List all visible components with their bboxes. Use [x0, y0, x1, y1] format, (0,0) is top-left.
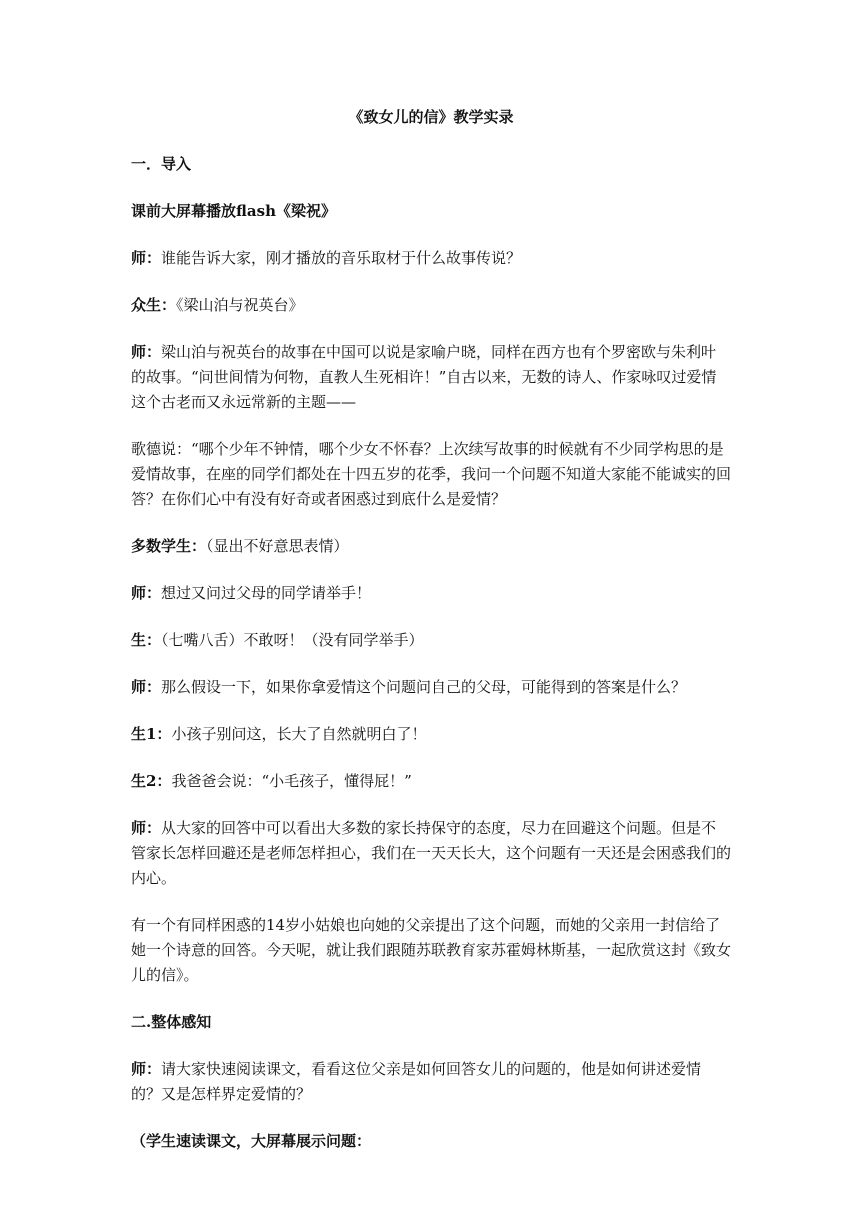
dialogue-paragraph — [131, 816, 731, 891]
speaker-label: 师： — [131, 678, 162, 696]
dialogue-text: （七嘴八舌）不敢呀！（没有同学举手） — [161, 631, 424, 649]
document-page — [131, 105, 731, 1176]
speaker-label: 师： — [131, 249, 162, 267]
dialogue-paragraph — [131, 769, 731, 794]
dialogue-text: 请大家快速阅读课文，看看这位父亲是如何回答女儿的问题的，他是如何讲述爱情的？又是怎样界定爱情的？ — [131, 1060, 702, 1103]
stage-direction: （学生速读课文，大屏幕展示问题： — [131, 1132, 372, 1150]
dialogue-paragraph — [131, 246, 731, 271]
dialogue-text: 那么假设一下，如果你拿爱情这个问题问自己的父母，可能得到的答案是什么？ — [161, 678, 687, 696]
document-title: 《致女儿的信》教学实录 — [348, 108, 514, 126]
section-heading-intro: 一．导入 — [131, 155, 192, 173]
body-paragraph: 歌德说：“哪个少年不钟情，哪个少女不怀春？上次续写故事的时候就有不少同学构思的是爱情故事，在座的同学们都处在十四五岁的花季，我问一个问题不知道大家能不能诚实的回答？在你们心中有没有好奇或者困惑过到底什么是爱情？ — [131, 440, 732, 508]
dialogue-paragraph — [131, 581, 731, 606]
speaker-label: 生： — [131, 631, 162, 649]
dialogue-text: 梁山泊与祝英台的故事在中国可以说是家喻户晓，同样在西方也有个罗密欧与朱利叶的故事。“问世间情为何物，直教人生死相许！”自古以来，无数的诗人、作家咏叹过爱情这个古老而又永远常新的主题—— — [131, 343, 717, 411]
dialogue-paragraph — [131, 1057, 731, 1107]
speaker-label: 师： — [131, 343, 162, 361]
dialogue-paragraph — [131, 534, 731, 559]
dialogue-text: （显出不好意思表情） — [206, 537, 349, 555]
speaker-label: 师： — [131, 819, 162, 837]
speaker-label: 生1： — [131, 725, 172, 743]
dialogue-paragraph — [131, 293, 731, 318]
dialogue-paragraph — [131, 340, 731, 415]
dialogue-text: 想过又问过父母的同学请举手！ — [161, 584, 372, 602]
dialogue-text: 《梁山泊与祝英台》 — [176, 296, 304, 314]
speaker-label: 师： — [131, 584, 162, 602]
dialogue-text: 小孩子别问这，长大了自然就明白了！ — [171, 725, 427, 743]
dialogue-paragraph — [131, 722, 731, 747]
speaker-label: 生2： — [131, 772, 172, 790]
dialogue-text: 从大家的回答中可以看出大多数的家长持保守的态度，尽力在回避这个问题。但是不管家长怎样回避还是老师怎样担心，我们在一天天长大，这个问题有一天还是会困惑我们的内心。 — [131, 819, 732, 887]
dialogue-text: 谁能告诉大家，刚才播放的音乐取材于什么故事传说？ — [161, 249, 522, 267]
speaker-label: 众生： — [131, 296, 177, 314]
body-paragraph: 有一个有同样困惑的14岁小姑娘也向她的父亲提出了这个问题，而她的父亲用一封信给了她一个诗意的回答。今天呢，就让我们跟随苏联教育家苏霍姆林斯基，一起欣赏这封《致女儿的信》。 — [131, 916, 732, 984]
dialogue-paragraph — [131, 628, 731, 653]
lead-in-note: 课前大屏幕播放flash《梁祝》 — [131, 202, 336, 220]
speaker-label: 师： — [131, 1060, 162, 1078]
dialogue-text: 我爸爸会说：“小毛孩子，懂得屁！” — [171, 772, 412, 790]
section-heading-overview: 二.整体感知 — [131, 1013, 212, 1031]
dialogue-paragraph — [131, 675, 731, 700]
speaker-label: 多数学生： — [131, 537, 207, 555]
